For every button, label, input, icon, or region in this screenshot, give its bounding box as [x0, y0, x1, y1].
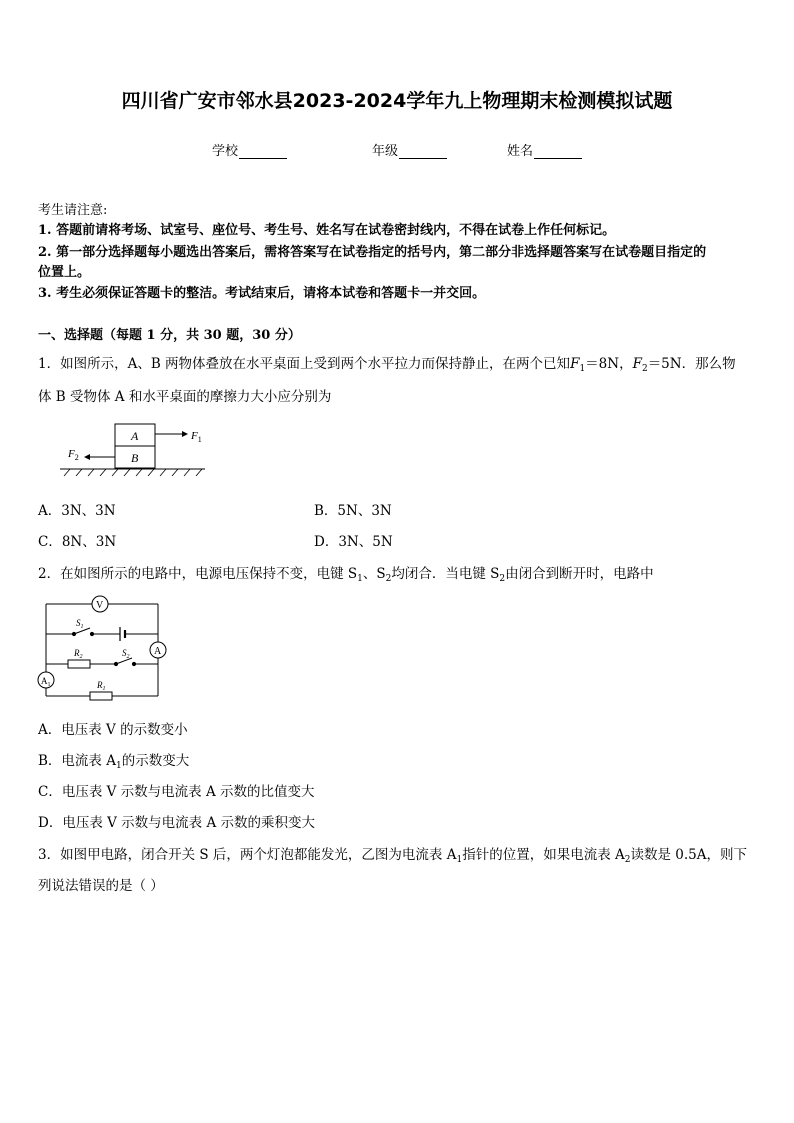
- ground-hatch: [64, 469, 202, 476]
- q2-option-a: A．电压表 V 的示数变小: [38, 722, 188, 738]
- name-label: 姓名: [507, 144, 534, 159]
- f1-arrowhead: [182, 431, 188, 437]
- notice-item-2-cont: 位置上。: [38, 265, 91, 280]
- block-b-label: B: [131, 451, 139, 465]
- q1-option-c: C．8N、3N: [38, 534, 117, 550]
- notice-item-3: 3. 考生必须保证答题卡的整洁。考试结束后，请将本试卷和答题卡一并交回。: [38, 286, 486, 301]
- q1-option-d: D．3N、5N: [314, 534, 393, 550]
- s1-label: $S_1$: [76, 618, 84, 630]
- q2-circuit-figure: [34, 592, 174, 702]
- name-blank: [534, 146, 582, 159]
- q3-line-1: 3．如图甲电路，闭合开关 S 后，两个灯泡都能发光，乙图为电流表 $A_1$指针的位置，如果电流表 $A_2$读数是 0.5A，则下: [38, 847, 747, 865]
- q1-line-1: 1．如图所示，A、B 两物体叠放在水平桌面上受到两个水平拉力而保持静止，在两个已知$F_1=8N$，$F_2=5N$．那么物: [38, 356, 736, 374]
- section-heading: 一、选择题（每题 1 分，共 30 题，30 分）: [38, 328, 301, 343]
- notice-item-2: 2. 第一部分选择题每小题选出答案后，需将答案写在试卷指定的括号内，第二部分非选择题答案写在试卷题目指定的: [38, 245, 707, 260]
- school-field: [212, 140, 287, 159]
- f1-label: $F_1$: [191, 430, 202, 444]
- ammeter-a-label: A: [154, 646, 162, 657]
- s2-label: $S_2$: [122, 648, 130, 660]
- grade-label: 年级: [372, 144, 399, 159]
- page-title: 四川省广安市邻水县2023-2024学年九上物理期末检测模拟试题: [121, 90, 673, 112]
- notice-item-1: 1. 答题前请将考场、试室号、座位号、考生号、姓名写在试卷密封线内，不得在试卷上作任何标记。: [38, 223, 616, 238]
- q3-line-2: 列说法错误的是（ ）: [38, 878, 164, 894]
- block-a-label: A: [131, 429, 139, 443]
- r2-label: $R_2$: [74, 648, 83, 660]
- school-label: 学校: [212, 144, 239, 159]
- grade-field: [372, 140, 447, 159]
- q1-option-b: B．5N、3N: [314, 503, 392, 519]
- f2-label: $F_2$: [68, 448, 79, 462]
- f2-arrowhead: [84, 454, 90, 460]
- grade-blank: [399, 146, 447, 159]
- q1-block-figure: [60, 418, 220, 480]
- q1-option-a: A．3N、3N: [38, 503, 116, 519]
- q2-option-b: B．电流表 $A_1$的示数变大: [38, 753, 190, 771]
- voltmeter-label: V: [96, 600, 104, 611]
- school-blank: [239, 146, 287, 159]
- q2-option-d: D．电压表 V 示数与电流表 A 示数的乘积变大: [38, 815, 315, 831]
- notice-heading: 考生请注意:: [38, 203, 108, 218]
- name-field: [507, 140, 582, 159]
- q2-stem: 2．在如图所示的电路中，电源电压保持不变，电键 $S_1$、$S_2$均闭合．当电键 $S_2$由闭合到断开时，电路中: [38, 566, 654, 584]
- r1-label: $R_1$: [97, 680, 106, 692]
- q1-line-2: 体 B 受物体 A 和水平桌面的摩擦力大小应分别为: [38, 389, 332, 405]
- ammeter-a1-label: $A_1$: [41, 676, 51, 688]
- q2-option-c: C．电压表 V 示数与电流表 A 示数的比值变大: [38, 784, 315, 800]
